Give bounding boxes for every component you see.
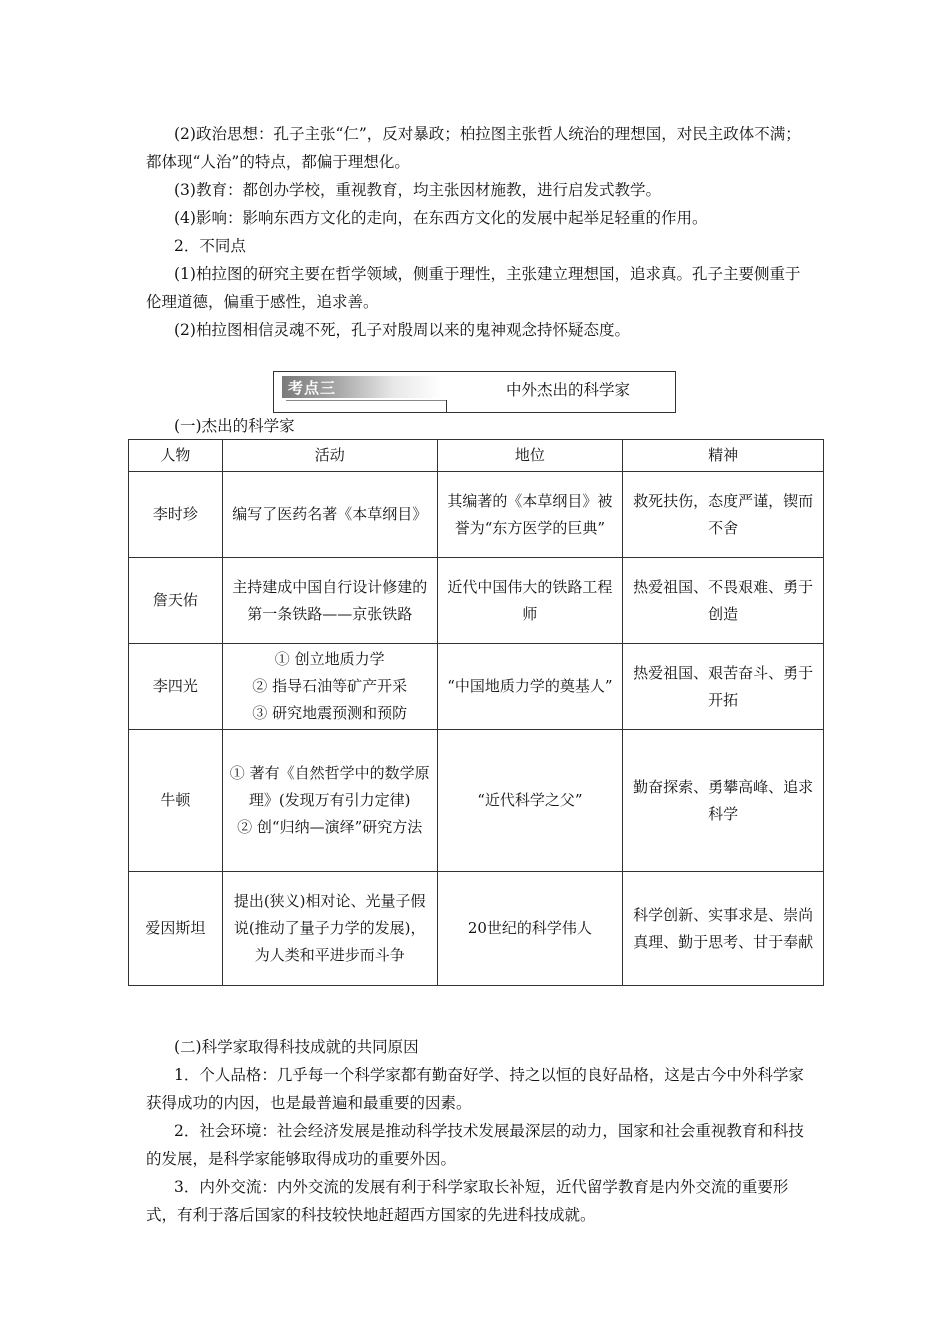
cell-person: 爱因斯坦 [129,872,223,986]
header-status: 地位 [437,440,623,472]
activity-line: 主持建成中国自行设计修建的第一条铁路——京张铁路 [232,577,428,623]
cell-status: 20世纪的科学伟人 [437,872,623,986]
cell-status: “中国地质力学的奠基人” [437,644,623,730]
table-row [129,558,824,644]
cell-person: 李时珍 [129,472,223,558]
table-caption: (一)杰出的科学家 [174,417,295,435]
cell-status: 其编著的《本草纲目》被誉为“东方医学的巨典” [437,472,623,558]
paragraph-exchange: 3．内外交流：内外交流的发展有利于科学家取长补短，近代留学教育是内外交流的重要形式，有利于落后国家的科技较快地赶超西方国家的先进科技成就。 [146,1178,789,1224]
paragraph-difference-2: (2)柏拉图相信灵魂不死，孔子对殷周以来的鬼神观念持怀疑态度。 [174,321,630,339]
cell-activity [222,558,437,644]
cell-spirit: 热爱祖国、艰苦奋斗、勇于开拓 [623,644,824,730]
header-person: 人物 [129,440,223,472]
cell-activity [222,730,437,872]
activity-line: 编写了医药名著《本草纲目》 [232,505,428,523]
cell-spirit: 勤奋探索、勇攀高峰、追求科学 [623,730,824,872]
section-heading-box [273,371,676,413]
cell-person: 詹天佑 [129,558,223,644]
badge-divider [446,400,447,412]
table-row [129,644,824,730]
section-badge-label: 考点三 [288,379,337,397]
paragraph-personal-character: 1．个人品格：几乎每一个科学家都有勤奋好学、持之以恒的良好品格，这是古今中外科学家获得成功的内因，也是最普遍和最重要的因素。 [146,1066,804,1112]
paragraph-social-environment: 2．社会环境：社会经济发展是推动科学技术发展最深层的动力，国家和社会重视教育和科技的发展，是科学家能够取得成功的重要外因。 [146,1122,804,1168]
cell-activity [222,644,437,730]
cell-spirit: 救死扶伤，态度严谨，锲而不舍 [623,472,824,558]
paragraph-education: (3)教育：都创办学校，重视教育，均主张因材施教，进行启发式教学。 [174,181,661,199]
cell-activity [222,472,437,558]
cell-status: “近代科学之父” [437,730,623,872]
subheading-common-reasons: (二)科学家取得科技成就的共同原因 [174,1038,419,1056]
activity-line: 提出(狭义)相对论、光量子假说(推动了量子力学的发展)，为人类和平进步而斗争 [233,892,426,964]
section-title: 中外杰出的科学家 [506,381,631,399]
table-row [129,872,824,986]
table-row [129,730,824,872]
activity-line: ③ 研究地震预测和预防 [252,704,408,722]
scientists-table [128,439,824,986]
cell-spirit: 科学创新、实事求是、崇尚真理、勤于思考、甘于奉献 [623,872,824,986]
cell-person: 李四光 [129,644,223,730]
table-row [129,472,824,558]
activity-line: ② 创“归纳—演绎”研究方法 [237,818,423,836]
activity-line: ① 创立地质力学 [274,650,385,668]
header-activity: 活动 [222,440,437,472]
cell-status: 近代中国伟大的铁路工程师 [437,558,623,644]
header-spirit: 精神 [623,440,824,472]
section-badge [282,376,442,398]
paragraph-difference-1: (1)柏拉图的研究主要在哲学领域，侧重于理性，主张建立理想国，追求真。孔子主要侧重于伦理道德，偏重于感性，追求善。 [146,265,801,311]
activity-line: ① 著有《自然哲学中的数学原理》(发现万有引力定律) [229,764,430,809]
paragraph-influence: (4)影响：影响东西方文化的走向，在东西方文化的发展中起举足轻重的作用。 [174,209,708,227]
subheading-differences: 2．不同点 [174,237,246,255]
activity-line: ② 指导石油等矿产开采 [252,677,408,695]
cell-person: 牛顿 [129,730,223,872]
cell-spirit: 热爱祖国、不畏艰难、勇于创造 [623,558,824,644]
badge-underline [286,400,446,401]
table-header-row [129,440,824,472]
cell-activity [222,872,437,986]
paragraph-political-thought: (2)政治思想：孔子主张“仁”，反对暴政；柏拉图主张哲人统治的理想国，对民主政体不满；都体现“人治”的特点，都偏于理想化。 [146,125,801,171]
